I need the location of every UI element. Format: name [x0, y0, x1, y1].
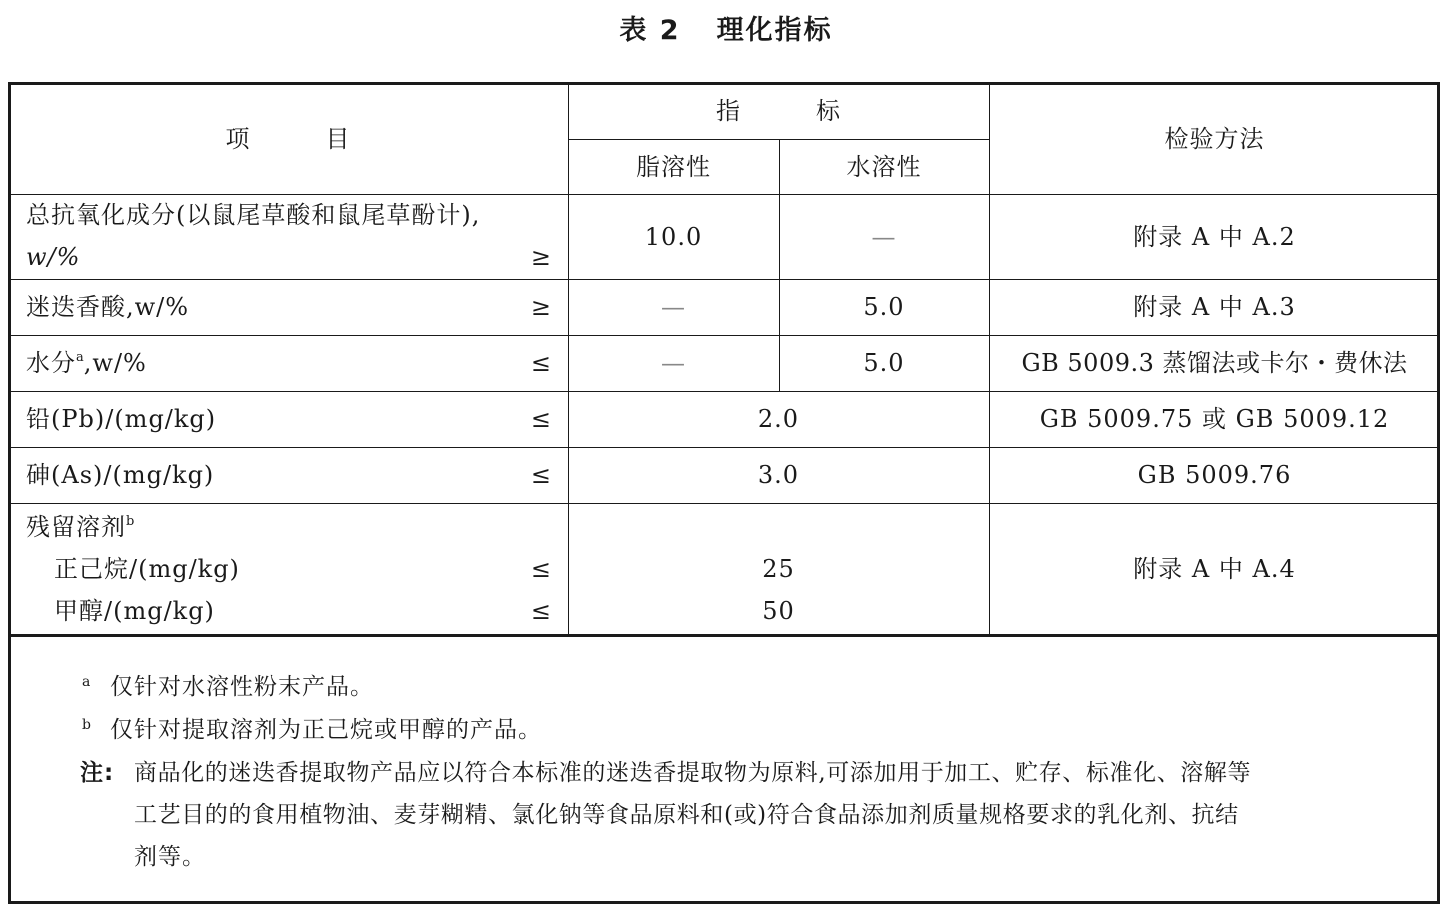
row1-item-line2: w/%: [26, 243, 81, 271]
row-line-3: [8, 391, 1440, 392]
row6-method: 附录 A 中 A.4: [1133, 555, 1296, 583]
row3-water-value: 5.0: [863, 349, 905, 377]
footnote-b-mark: b: [82, 717, 91, 733]
footnote-a-mark: a: [82, 674, 91, 690]
header-oil-soluble: 脂溶性: [636, 153, 711, 181]
row6-sub2-item: 甲醇/(mg/kg): [54, 597, 215, 625]
row4-operator: ≤: [530, 405, 552, 433]
note-line-2: 工艺目的的食用植物油、麦芽糊精、氯化钠等食品原料和(或)符合食品添加剂质量规格要求的乳化剂、抗结: [134, 802, 1239, 828]
row3-oil-value: —: [661, 349, 686, 377]
row4-item: 铅(Pb)/(mg/kg): [26, 405, 217, 433]
row1-operator: ≥: [530, 243, 552, 271]
row3-item-label: 水分: [26, 349, 76, 377]
row5-value: 3.0: [757, 461, 800, 489]
row1-oil-value: 10.0: [644, 223, 703, 251]
note-label: 注:: [80, 760, 115, 786]
row-line-5: [8, 503, 1440, 504]
header-method: 检验方法: [1164, 125, 1265, 153]
row2-item: 迷迭香酸,w/%: [26, 293, 190, 321]
row2-operator: ≥: [530, 293, 552, 321]
header-water-soluble: 水溶性: [846, 153, 922, 181]
row4-method: GB 5009.75 或 GB 5009.12: [1039, 405, 1390, 433]
row3-footnote-mark: a: [76, 350, 84, 365]
row4-value: 2.0: [757, 405, 800, 433]
row1-water-value: —: [871, 223, 897, 251]
row3-operator: ≤: [530, 349, 552, 377]
row-line-1: [8, 279, 1440, 280]
header-indicator: 指 标: [716, 97, 841, 125]
row6-item: [26, 512, 134, 542]
row5-item: 砷(As)/(mg/kg): [26, 461, 215, 489]
row2-oil-value: —: [661, 293, 686, 321]
table-number: 表 2: [619, 15, 681, 46]
row6-sub2-operator: ≤: [530, 597, 552, 625]
row-line-header: [8, 194, 1440, 195]
footnote-b-text: 仅针对提取溶剂为正己烷或甲醇的产品。: [110, 717, 542, 743]
row1-item-line1: 总抗氧化成分(以鼠尾草酸和鼠尾草酚计),: [26, 201, 481, 229]
row6-sub1-item: 正己烷/(mg/kg): [54, 555, 240, 583]
table-title: [0, 8, 1452, 47]
row3-item-suffix: ,w/%: [83, 349, 147, 377]
table-body-bottom-line: [8, 634, 1440, 637]
note-line-1: 商品化的迷迭香提取物产品应以符合本标准的迷迭香提取物为原料,可添加用于加工、贮存、标准化、溶解等: [134, 760, 1252, 786]
row-line-2: [8, 335, 1440, 336]
row5-operator: ≤: [530, 461, 552, 489]
row2-water-value: 5.0: [863, 293, 905, 321]
row2-method: 附录 A 中 A.3: [1133, 293, 1296, 321]
row3-item: [26, 348, 147, 378]
note-line-3: 剂等。: [134, 844, 206, 870]
row6-item-label: 残留溶剂: [26, 513, 126, 541]
row1-method: 附录 A 中 A.2: [1133, 223, 1296, 251]
row5-method: GB 5009.76: [1137, 461, 1292, 489]
row6-footnote-mark: b: [126, 514, 135, 529]
row-line-4: [8, 447, 1440, 448]
row6-sub1-operator: ≤: [530, 555, 552, 583]
table-name: 理化指标: [716, 15, 833, 46]
row6-sub1-value: 25: [762, 555, 795, 583]
footnote-a-text: 仅针对水溶性粉末产品。: [110, 674, 374, 700]
header-item: 项 目: [225, 125, 351, 153]
row6-sub2-value: 50: [762, 597, 795, 625]
row3-method: GB 5009.3 蒸馏法或卡尔・费休法: [1021, 349, 1408, 377]
